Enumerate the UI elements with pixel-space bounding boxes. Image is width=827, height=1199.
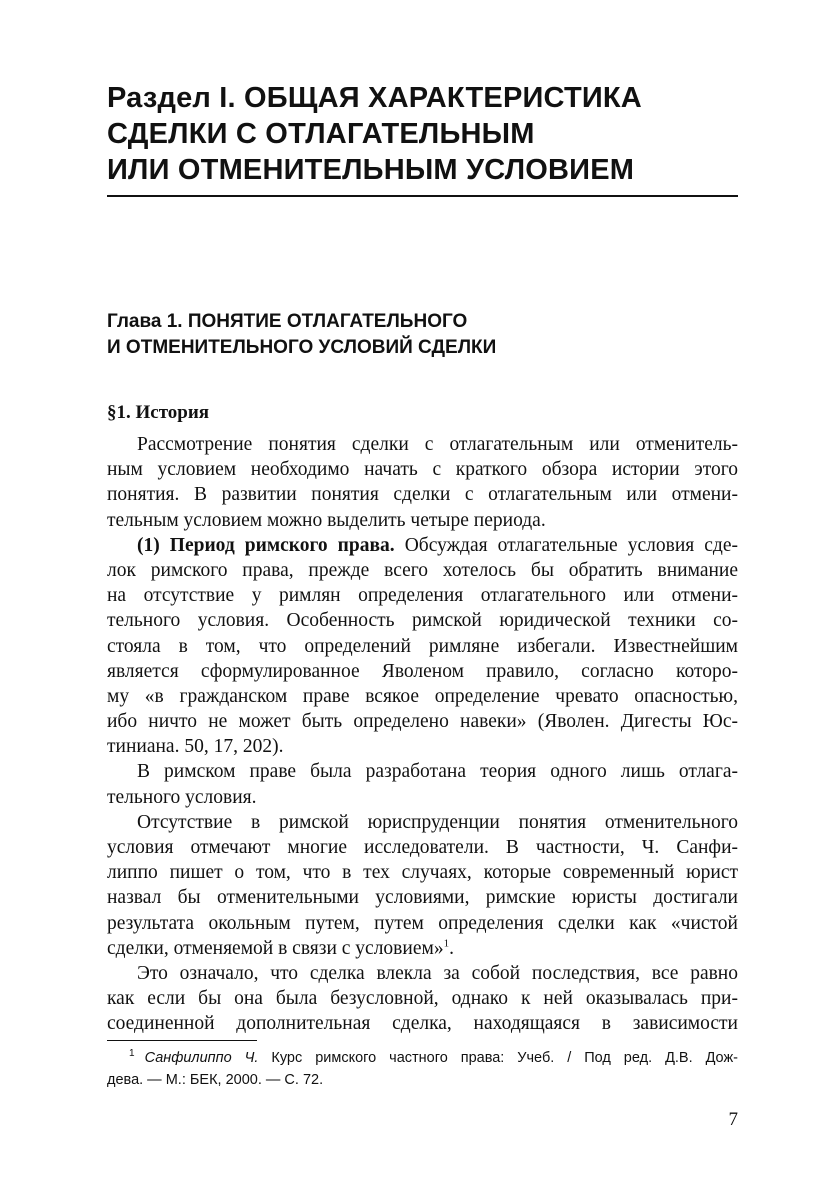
text-line: тиниана. 50, 17, 202).: [107, 736, 284, 758]
text-line: соединенной дополнительная сделка, находящаяся в зависимости: [107, 1013, 738, 1035]
text-line: условия отмечают многие исследователи. В частности, Ч. Санфи-: [107, 837, 738, 858]
text-line: [107, 936, 738, 961]
text-fragment: сделки, отменяемой в связи с условием»: [107, 937, 444, 959]
text-line: на отсутствие у римлян определения отлагательного или отмени-: [107, 585, 738, 607]
text-line: му «в гражданском праве всякое определение чревато опасностью,: [107, 685, 738, 707]
period-lead: (1) Период римского права.: [137, 534, 395, 556]
text-line: ным условием необходимо начать с краткого обзора истории этого: [107, 459, 738, 481]
footnote-author: Санфилиппо Ч.: [144, 1050, 259, 1066]
text-fragment: Обсуждая отлагательные условия сде-: [394, 534, 738, 556]
section-title-line: ИЛИ ОТМЕНИТЕЛЬНЫМ УСЛОВИЕМ: [107, 154, 635, 186]
footnote-line: дева. — М.: БЕК, 2000. — С. 72.: [107, 1072, 324, 1088]
text-line: результата окольным путем, путем определения сделки как «чистой: [107, 912, 738, 934]
chapter-title-line: И ОТМЕНИТЕЛЬНОГО УСЛОВИЙ СДЕЛКИ: [107, 337, 497, 358]
footnote-reference[interactable]: 1: [443, 937, 450, 950]
text-line: стояла в том, что определений римляне избегали. Известнейшим: [107, 635, 738, 657]
chapter-title-line: Глава 1. ПОНЯТИЕ ОТЛАГАТЕЛЬНОГО: [107, 311, 468, 332]
text-line: [107, 533, 738, 558]
footnote-mark: 1: [129, 1048, 135, 1060]
footnote-line: [107, 1047, 738, 1069]
text-line: назвал бы отменительными условиями, римские юристы достигали: [107, 887, 738, 909]
text-line: тельного условия.: [107, 786, 257, 808]
footnote: [107, 1047, 738, 1091]
text-line: ибо ничто не может быть определено навеки» (Яволен. Дигесты Юс-: [107, 711, 738, 733]
text-line: Это означало, что сделка влекла за собой последствия, все равно: [137, 962, 738, 984]
footnote-divider: [107, 1040, 257, 1041]
text-line: как если бы она была безусловной, однако к ней оказывалась при-: [107, 988, 738, 1010]
text-line: тельным условием можно выделить четыре периода.: [107, 509, 546, 531]
section-title: [107, 80, 747, 188]
text-line: является сформулированное Яволеном правило, согласно которо-: [107, 660, 738, 682]
section-title-line: Раздел I. ОБЩАЯ ХАРАКТЕРИСТИКА: [107, 82, 642, 114]
section-title-line: СДЕЛКИ С ОТЛАГАТЕЛЬНЫМ: [107, 118, 535, 150]
chapter-title: [107, 309, 747, 361]
footnote-text: Курс римского частного права: Учеб. / Под ред. Д.В. Дож-: [258, 1050, 738, 1066]
text-line: Рассмотрение понятия сделки с отлагательным или отменитель-: [137, 434, 738, 455]
text-line: липпо пишет о том, что в тех случаях, которые современный юрист: [107, 862, 738, 884]
paragraph-heading: §1. История: [107, 402, 210, 423]
text-line: понятия. В развитии понятия сделки с отлагательным или отмени-: [107, 484, 738, 506]
text-line: Отсутствие в римской юриспруденции понятия отменительного: [137, 811, 738, 833]
text-line: В римском праве была разработана теория одного лишь отлага-: [137, 761, 738, 783]
text-line: тельного условия. Особенность римской юридической техники со-: [107, 610, 738, 632]
body-text: [107, 432, 738, 1037]
text-line: лок римского права, прежде всего хотелось бы обратить внимание: [107, 559, 738, 581]
text-fragment: .: [449, 937, 454, 959]
page-number: 7: [728, 1109, 738, 1130]
title-divider: [107, 195, 738, 197]
